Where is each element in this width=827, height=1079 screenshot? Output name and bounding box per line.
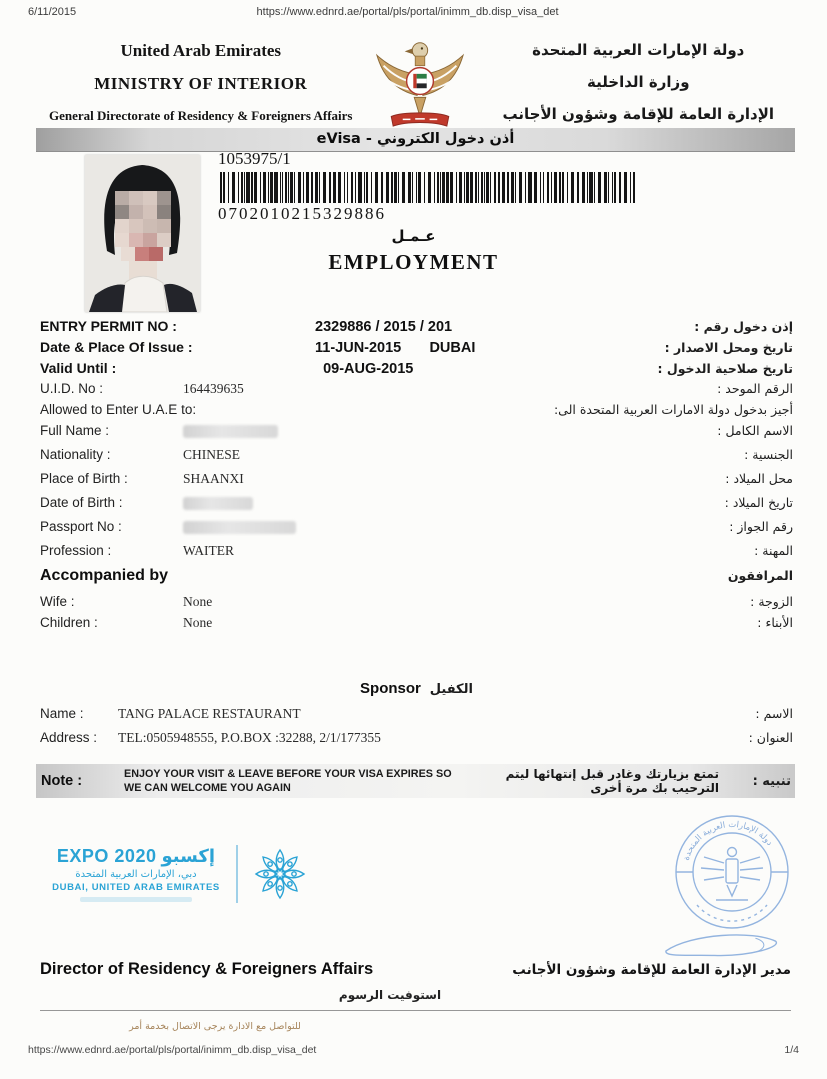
field-label-en: Passport No : [40, 519, 122, 534]
footer-url: https://www.ednrd.ae/portal/pls/portal/inimm_db.disp_visa_det [28, 1044, 317, 1056]
footer-divider [40, 1010, 791, 1011]
field-value [183, 519, 729, 534]
sponsor-heading [40, 680, 793, 698]
field-label-en: Nationality : [40, 447, 111, 462]
field-label-ar: المهنة : [754, 543, 793, 558]
field-value: CHINESE [183, 447, 240, 462]
field-value: TANG PALACE RESTAURANT [118, 706, 301, 721]
barcode-svg [218, 172, 638, 203]
field-label-ar: تاريخ ومحل الاصدار : [664, 340, 793, 355]
barcode-number: 0702010215329886 [218, 204, 386, 223]
field-value: 11-JUN-2015 DUBAI [315, 340, 476, 356]
signature-scribble-icon [665, 933, 777, 959]
director-title-en: Director of Residency & Foreigners Affairs [40, 960, 374, 978]
field-label-en: ENTRY PERMIT NO : [40, 318, 177, 334]
field-label-ar: العنوان : [748, 730, 793, 745]
expo-2020-logo [50, 845, 308, 903]
expo-title-ar: إكسبو [161, 846, 216, 867]
ministry-name-ar: وزارة الداخلية [586, 73, 690, 91]
expo-rosette-icon [252, 846, 308, 902]
ministry-header-arabic [476, 34, 802, 130]
field-value [183, 423, 717, 438]
field-value: WAITER [183, 543, 234, 558]
uae-falcon-emblem-icon [372, 36, 468, 128]
expo-divider [236, 845, 238, 903]
field-label-ar: الاسم الكامل : [717, 423, 793, 438]
field-label-en: Allowed to Enter U.A.E to: [40, 402, 197, 417]
field-row [40, 423, 793, 447]
field-value [183, 495, 725, 510]
field-label-ar: محل الميلاد : [725, 471, 793, 486]
field-label-ar: الأبناء : [757, 615, 793, 630]
field-row [40, 318, 793, 339]
note-label-ar: تنبيه : [752, 773, 791, 789]
field-label-ar: المرافقون [727, 568, 793, 583]
field-row [40, 495, 793, 519]
stamp-falcon-icon [701, 848, 763, 901]
field-row [40, 360, 793, 381]
expo-subtitle-en: DUBAI, UNITED ARAB EMIRATES [52, 882, 220, 893]
contact-note: للتواصل مع الادارة يرجى الاتصال بخدمة أمر [129, 1021, 301, 1032]
directorate-name: General Directorate of Residency & Foreigners Affairs [49, 107, 353, 123]
field-label-ar: الجنسية : [744, 447, 793, 462]
ministry-header [38, 34, 801, 130]
redacted-value [183, 497, 253, 510]
field-label-en: Date & Place Of Issue : [40, 339, 193, 355]
note-text-ar: تمتع بزيارتك وغادر قبل إنتهائها ليتم الترحيب بك مرة أخرى [505, 767, 719, 795]
director-row [40, 960, 791, 979]
field-row [40, 471, 793, 495]
file-number: 1053975/1 [218, 149, 291, 168]
field-row [40, 339, 793, 360]
pixelated-face [115, 191, 171, 261]
fees-paid-note: استوفيت الرسوم [338, 988, 442, 1002]
field-row [40, 519, 793, 543]
expo-logo-text [50, 846, 222, 902]
visa-type [200, 227, 627, 275]
sponsor-heading-ar: الكفيل [429, 682, 473, 697]
expo-subtitle-ar: دبي، الإمارات العربية المتحدة [75, 869, 197, 880]
applicant-photo [85, 155, 200, 312]
field-label-en: Full Name : [40, 423, 110, 438]
field-label-en: Accompanied by [40, 567, 169, 584]
field-value: None [183, 615, 213, 630]
barcode-block [218, 149, 658, 224]
field-row [40, 402, 793, 423]
stamp-text: دولة الإمارات العربية المتحدة [681, 819, 775, 862]
field-label-ar: إذن دخول رقم : [694, 319, 793, 334]
visa-fields [40, 318, 793, 636]
field-label-en: Date of Birth : [40, 495, 123, 510]
field-value: 2329886 / 2015 / 201 [315, 319, 453, 335]
print-url: https://www.ednrd.ae/portal/pls/portal/inimm_db.disp_visa_det [256, 6, 559, 18]
note-text-en: ENJOY YOUR VISIT & LEAVE BEFORE YOUR VISA EXPIRES SO WE CAN WELCOME YOU AGAIN [124, 767, 452, 794]
sponsor-heading-en: Sponsor [360, 680, 421, 697]
field-label-en: Profession : [40, 543, 112, 558]
field-value: TEL:0505948555, P.O.BOX :32288, 2/1/177355 [118, 730, 381, 745]
field-row [40, 615, 793, 636]
field-label-en: U.I.D. No : [40, 381, 104, 396]
field-row [40, 543, 793, 567]
country-name-ar: دولة الإمارات العربية المتحدة [532, 41, 745, 59]
field-label-ar: الاسم : [755, 706, 793, 721]
expo-title-en: EXPO 2020 [56, 846, 157, 866]
evisa-title-banner: أذن دخول الكتروني - eVisa [36, 128, 795, 151]
field-label-ar: تاريخ الميلاد : [724, 495, 793, 510]
expo-title [50, 846, 222, 867]
field-label-en: Children : [40, 615, 98, 630]
field-label-en: Valid Until : [40, 360, 117, 376]
visa-type-english: EMPLOYMENT [328, 250, 499, 274]
sponsor-rows [40, 706, 793, 754]
country-name: United Arab Emirates [120, 40, 282, 60]
field-row [40, 381, 793, 402]
field-label-ar: الرقم الموحد : [717, 381, 793, 396]
field-row [40, 594, 793, 615]
print-date: 6/11/2015 [28, 6, 77, 18]
rosette-group [256, 850, 304, 898]
expo-faded-line [80, 897, 192, 902]
field-label-en: Place of Birth : [40, 471, 128, 486]
note-label-en: Note : [41, 773, 83, 789]
directorate-name-ar: الإدارة العامة للإقامة وشؤون الأجانب [502, 105, 775, 123]
field-label-en: Wife : [40, 594, 75, 609]
field-value: SHAANXI [183, 471, 244, 486]
ministry-name: MINISTRY OF INTERIOR [94, 73, 308, 93]
field-label-ar: تاريخ صلاحية الدخول : [657, 361, 793, 376]
note-band [36, 764, 795, 798]
field-label-ar: الزوجة : [750, 594, 793, 609]
visa-type-arabic: عـمـل [391, 227, 436, 245]
field-value: None [183, 594, 213, 609]
field-label-ar: أجيز بدخول دولة الامارات العربية المتحدة الى: [553, 402, 793, 417]
field-label-ar: رقم الجواز : [729, 519, 793, 534]
field-label-en: Address : [40, 730, 98, 745]
redacted-value [183, 425, 278, 438]
page-number: 1/4 [784, 1044, 799, 1056]
print-footer [28, 1044, 799, 1056]
redacted-value [183, 521, 296, 534]
field-label-en: Name : [40, 706, 84, 721]
svg-text:دولة الإمارات العربية المتحدة [682, 820, 775, 862]
field-row [40, 706, 793, 730]
print-header [28, 6, 799, 18]
field-row [40, 730, 793, 754]
sponsor-section [40, 680, 793, 754]
director-title-ar: مدير الإدارة العامة للإقامة وشؤون الأجانب [512, 962, 791, 978]
field-section-row [40, 567, 793, 594]
ministry-header-english [38, 41, 364, 124]
field-value: 164439635 [183, 381, 244, 396]
official-stamp [652, 800, 812, 970]
field-value: 09-AUG-2015 [315, 361, 414, 377]
field-row [40, 447, 793, 471]
